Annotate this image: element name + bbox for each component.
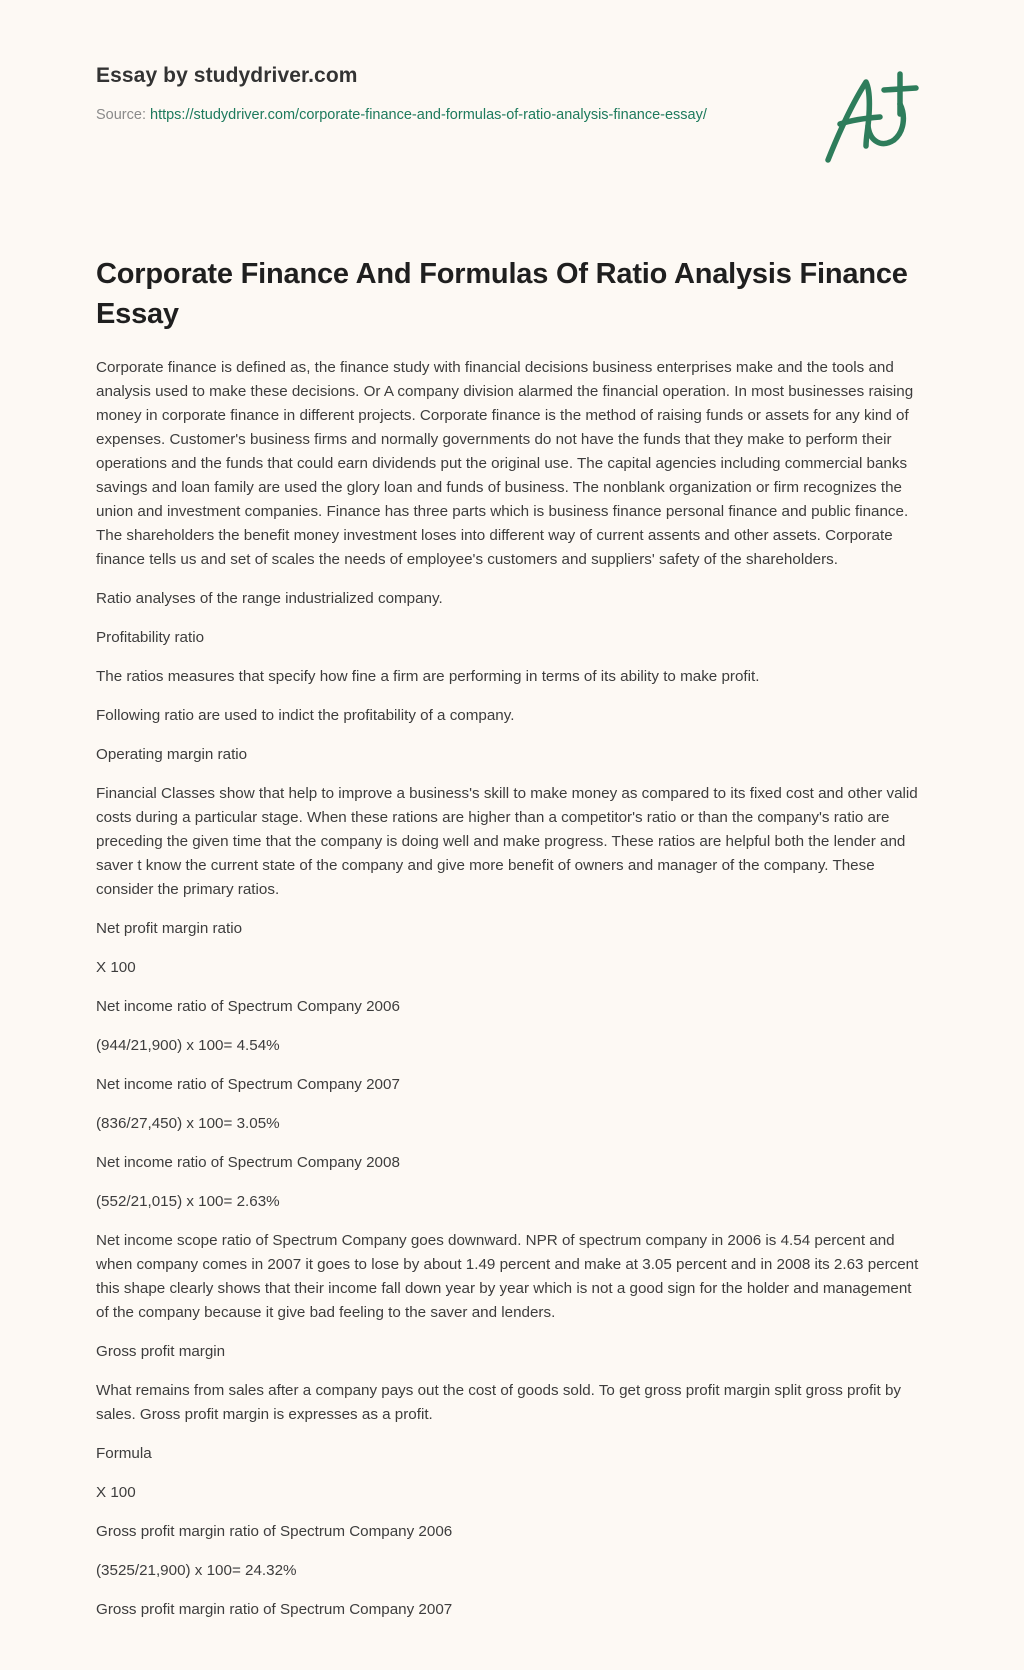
- paragraph: The ratios measures that specify how fine a firm are performing in terms of its ability to make profit.: [96, 668, 760, 685]
- site-title: Essay by studydriver.com: [96, 64, 358, 87]
- calculation-line: (3525/21,900) x 100= 24.32%: [96, 1562, 297, 1579]
- paragraph: Ratio analyses of the range industrialized company.: [96, 590, 443, 607]
- paragraph: Gross profit margin ratio of Spectrum Company 2007: [96, 1601, 453, 1618]
- paragraph: Net income scope ratio of Spectrum Company goes downward. NPR of spectrum company in 2006 is 4.54 percent and when company comes in 2007 it goes to lose by about 1.49 percent and make at 3.05 percent and in 2008 its 2.63 percent this shape clearly shows that their income fall down year by year which is not a good sign for the holder and management of the company because it give bad feeling to the saver and lenders.: [96, 1232, 919, 1321]
- formula-line: X 100: [96, 959, 136, 976]
- paragraph: Net income ratio of Spectrum Company 2007: [96, 1076, 400, 1093]
- paragraph-intro: Corporate finance is defined as, the finance study with financial decisions business enterprises make and the tools and analysis used to make these decisions. Or A company division alarmed the financial operation. In most businesses raising money in corporate finance in different projects. Corporate finance is the method of raising funds or assets for any kind of expenses. Customer's business firms and normally governments do not have the funds that they make to perform their operations and the funds that could earn dividends put the original use. The capital agencies including commercial banks savings and loan family are used the glory loan and funds of business. The nonblank organization or firm recognizes the union and investment companies. Finance has three parts which is business finance personal finance and public finance. The shareholders the benefit money investment loses into different way of current assents and other assets. Corporate finance tells us and set of scales the needs of employee's customers and suppliers' safety of the shareholders.: [96, 359, 914, 568]
- calculation-line: (552/21,015) x 100= 2.63%: [96, 1193, 280, 1210]
- essay-header: [96, 64, 736, 127]
- section-heading-net-profit-margin: Net profit margin ratio: [96, 920, 243, 937]
- essay-title: Corporate Finance And Formulas Of Ratio Analysis Finance Essay: [96, 258, 908, 330]
- paragraph: Gross profit margin ratio of Spectrum Company 2006: [96, 1523, 453, 1540]
- paragraph: Following ratio are used to indict the profitability of a company.: [96, 707, 515, 724]
- paragraph: What remains from sales after a company pays out the cost of goods sold. To get gross profit margin split gross profit by sales. Gross profit margin is expresses as a profit.: [96, 1382, 902, 1423]
- source-line: [96, 104, 736, 127]
- paragraph: Net income ratio of Spectrum Company 2006: [96, 998, 400, 1015]
- section-heading-profitability-ratio: Profitability ratio: [96, 629, 205, 646]
- paragraph: Net income ratio of Spectrum Company 2008: [96, 1154, 400, 1171]
- essay-body: [96, 254, 926, 1637]
- source-label: Source:: [96, 107, 150, 123]
- section-heading-operating-margin-ratio: Operating margin ratio: [96, 746, 248, 763]
- calculation-line: (944/21,900) x 100= 4.54%: [96, 1037, 280, 1054]
- section-heading-gross-profit-margin: Gross profit margin: [96, 1343, 226, 1360]
- calculation-line: (836/27,450) x 100= 3.05%: [96, 1115, 280, 1132]
- a-plus-grade-icon: [820, 68, 930, 168]
- source-link[interactable]: https://studydriver.com/corporate-finance-and-formulas-of-ratio-analysis-finance-essay/: [150, 107, 707, 123]
- paragraph: Financial Classes show that help to improve a business's skill to make money as compared to its fixed cost and other valid costs during a particular stage. When these rations are higher than a competitor's ratio or than the company's ratio are preceding the given time that the company is doing well and make progress. These ratios are helpful both the lender and saver t know the current state of the company and give more benefit of owners and manager of the company. These consider the primary ratios.: [96, 785, 918, 898]
- formula-line: X 100: [96, 1484, 136, 1501]
- formula-label: Formula: [96, 1445, 152, 1462]
